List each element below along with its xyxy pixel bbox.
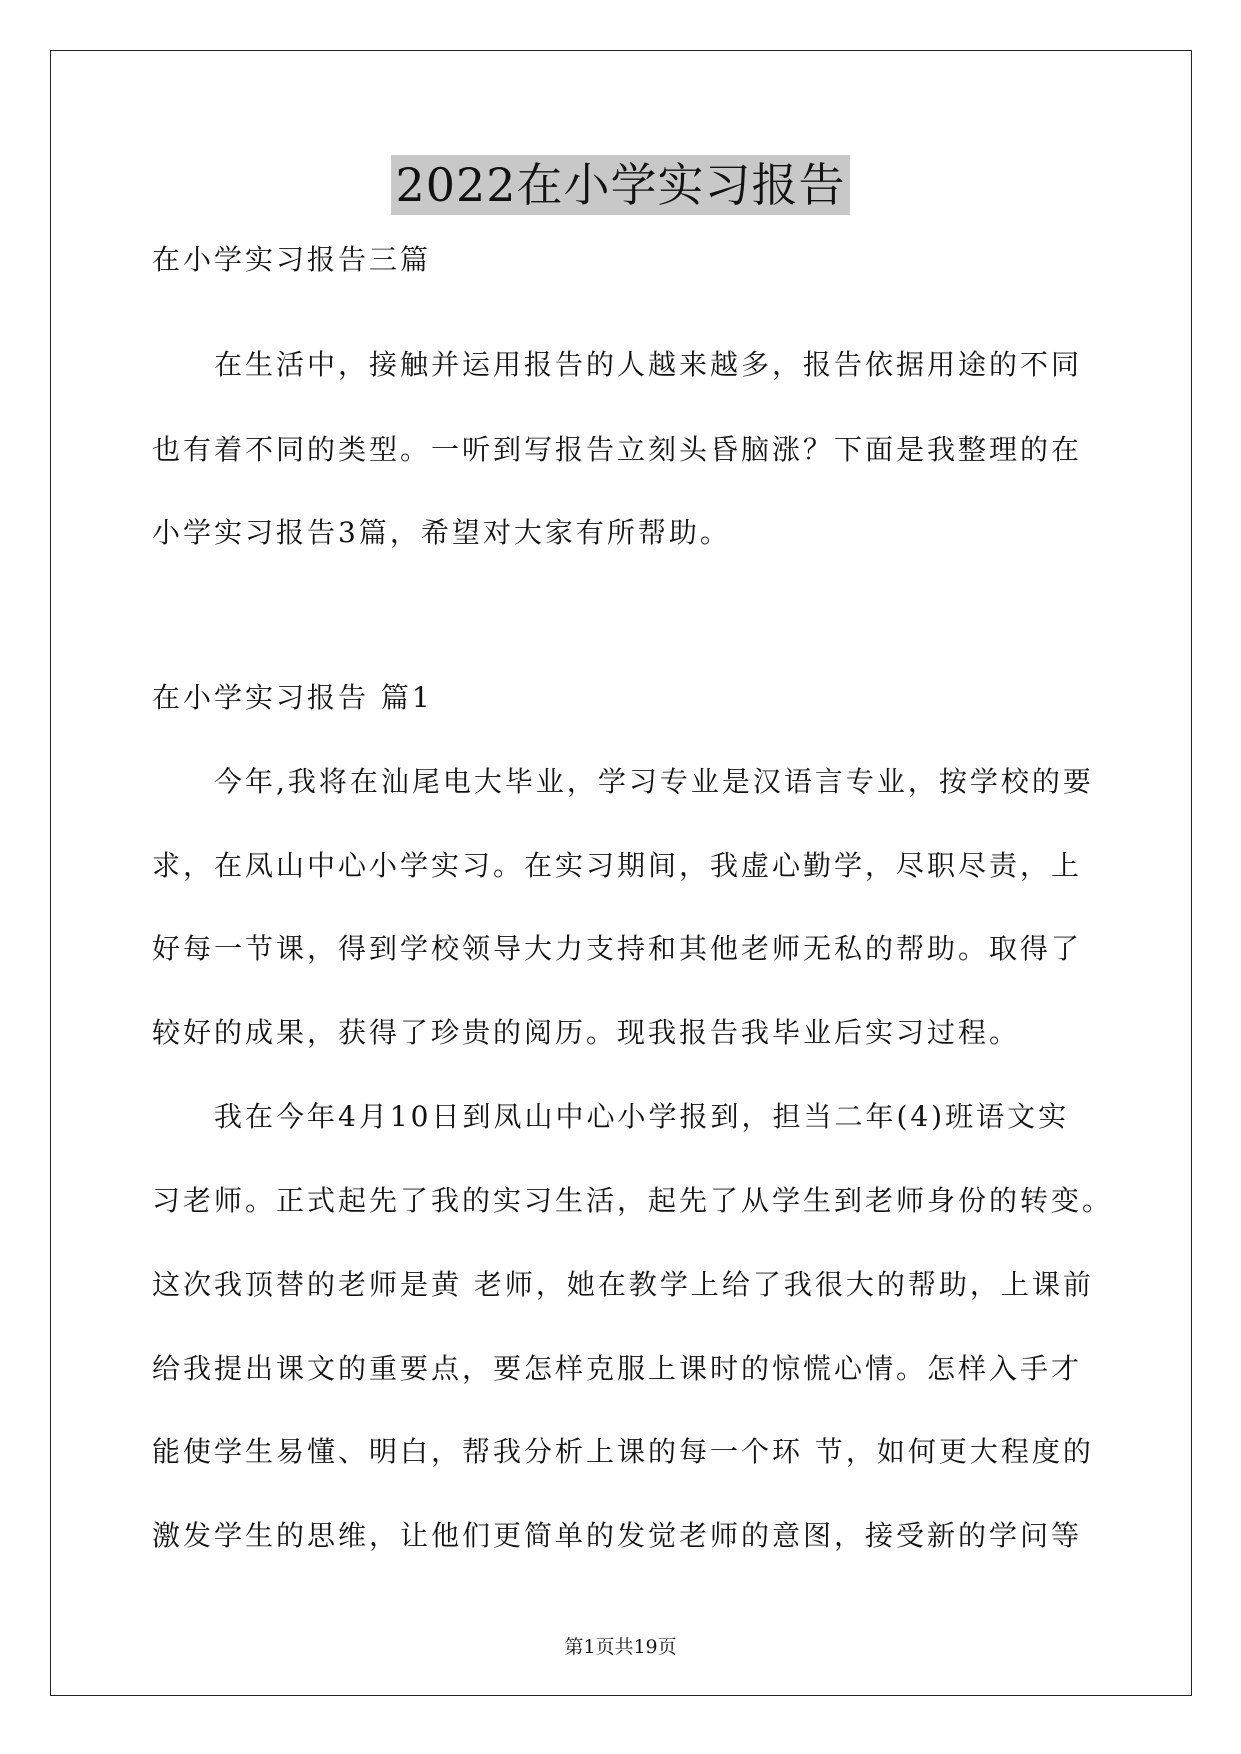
paragraph1-line: 较好的成果，获得了珍贵的阅历。现我报告我毕业后实习过程。: [152, 1016, 1021, 1049]
document-subtitle: 在小学实习报告三篇: [152, 243, 432, 276]
page-total: 共19页: [614, 1636, 677, 1658]
title-container: [0, 155, 1241, 215]
document-title: 2022在小学实习报告: [391, 155, 849, 215]
page-footer: [0, 1634, 1241, 1660]
paragraph1-line: 今年,我将在汕尾电大毕业，学习专业是汉语言专业，按学校的要: [214, 765, 1094, 798]
intro-line: 在生活中，接触并运用报告的人越来越多，报告依据用途的不同: [214, 348, 1083, 381]
paragraph2-line: 习老师。正式起先了我的实习生活，起先了从学生到老师身份的转变。: [152, 1184, 1114, 1217]
section-heading: 在小学实习报告 篇1: [152, 681, 433, 714]
intro-line: 小学实习报告3篇，希望对大家有所帮助。: [152, 516, 731, 549]
intro-line: 也有着不同的类型。一听到写报告立刻头昏脑涨？下面是我整理的在: [152, 433, 1083, 466]
paragraph2-line: 能使学生易懂、明白，帮我分析上课的每一个环 节，如何更大程度的: [152, 1435, 1094, 1468]
paragraph2-line: 这次我顶替的老师是黄 老师，她在教学上给了我很大的帮助，上课前: [152, 1268, 1094, 1301]
paragraph1-line: 好每一节课，得到学校领导大力支持和其他老师无私的帮助。取得了: [152, 932, 1083, 965]
paragraph2-line: 我在今年4月10日到凤山中心小学报到，担当二年(4)班语文实: [214, 1100, 1070, 1133]
page-number: 第1页: [564, 1636, 615, 1658]
paragraph2-line: 给我提出课文的重要点，要怎样克服上课时的惊慌心情。怎样入手才: [152, 1352, 1083, 1385]
paragraph2-line: 激发学生的思维，让他们更简单的发觉老师的意图，接受新的学问等: [152, 1519, 1083, 1552]
paragraph1-line: 求，在凤山中心小学实习。在实习期间，我虚心勤学，尽职尽责，上: [152, 849, 1083, 882]
